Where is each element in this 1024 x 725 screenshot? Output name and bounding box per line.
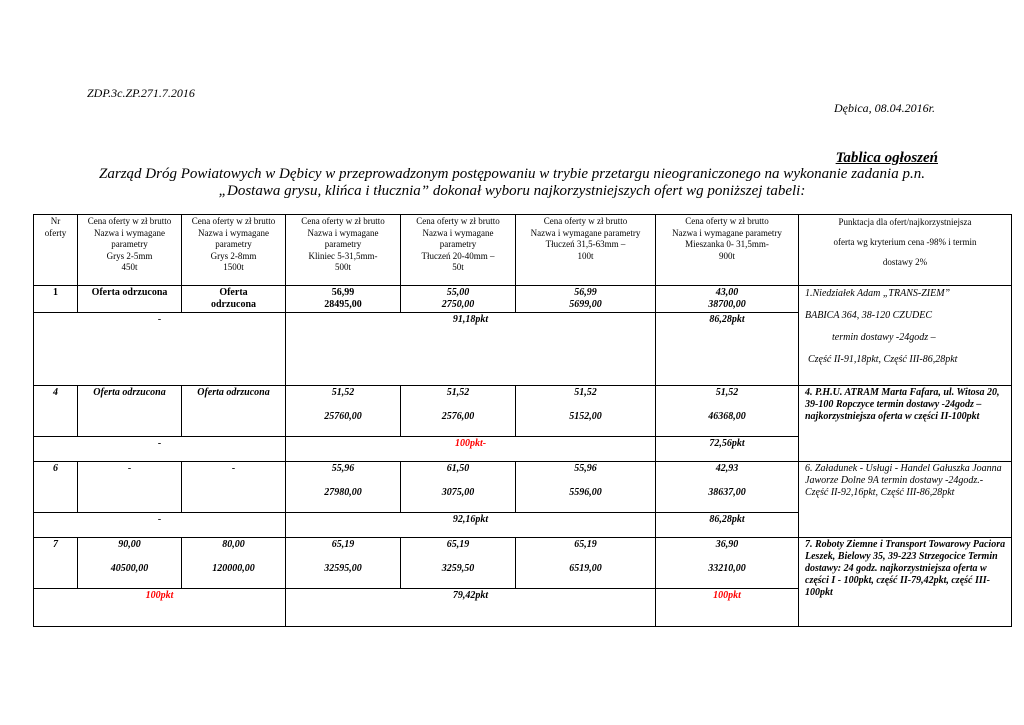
header-grys-2-8: Cena oferty w zł brutto Nazwa i wymagane parametry Grys 2-8mm 1500t <box>182 215 286 286</box>
offer-cell: 51,52 46368,00 <box>656 386 799 437</box>
bidder-info: 1.Niedziałek Adam „TRANS-ZIEM” BABICA 364, 38-120 CZUDEC termin dostawy -24godz – Część II-91,18pkt, Część III-86,28pkt <box>799 286 1012 386</box>
offer-cell: 36,90 33210,00 <box>656 538 799 589</box>
offer-cell: 61,50 3075,00 <box>401 462 516 513</box>
points-cell: 79,42pkt <box>286 589 656 627</box>
offer-cell: 65,19 32595,00 <box>286 538 401 589</box>
offer-cell: Oferta odrzucona <box>78 286 182 313</box>
offer-cell: 43,00 38700,00 <box>656 286 799 313</box>
offer-cell: 51,52 25760,00 <box>286 386 401 437</box>
header-tluczen-20-40: Cena oferty w zł brutto Nazwa i wymagane parametry Tłuczeń 20-40mm – 50t <box>401 215 516 286</box>
offer-number: 6 <box>34 462 78 513</box>
table-header-row <box>34 215 1012 286</box>
table-row <box>34 538 1012 589</box>
table-row <box>34 286 1012 313</box>
offer-cell: - <box>182 462 286 513</box>
offers-table <box>33 214 1012 627</box>
offer-number: 7 <box>34 538 78 589</box>
bidder-info: 6. Załadunek - Usługi - Handel Gałuszka Joanna Jaworze Dolne 9A termin dostawy -24godz.- Część II-92,16pkt, Część III-86,28pkt <box>799 462 1012 538</box>
offer-cell: 65,19 6519,00 <box>516 538 656 589</box>
offer-cell: 55,96 5596,00 <box>516 462 656 513</box>
board-title: Tablica ogłoszeń <box>835 150 938 166</box>
points-cell: 86,28pkt <box>656 313 799 386</box>
intro-line-1: Zarząd Dróg Powiatowych w Dębicy w przeprowadzonym postępowaniu w trybie przetargu nieograniczonego na wykonanie zadania p.n. <box>99 166 925 182</box>
bidder-info: 7. Roboty Ziemne i Transport Towarowy Paciora Leszek, Bielowy 35, 39-223 Strzegocice Termin dostawy: 24 godz. najkorzystniejsza oferta w części I - 100pkt, część II-79,42pkt, część III-100pkt <box>799 538 1012 627</box>
header-grys-2-5: Cena oferty w zł brutto Nazwa i wymagane parametry Grys 2-5mm 450t <box>78 215 182 286</box>
bidder-info: 4. P.H.U. ATRAM Marta Fafara, ul. Witosa 20, 39-100 Ropczyce termin dostawy -24godz – najkorzystniejsza oferta w części II-100pkt <box>799 386 1012 462</box>
offer-number: 1 <box>34 286 78 313</box>
offer-cell: - <box>78 462 182 513</box>
offer-cell: 51,52 5152,00 <box>516 386 656 437</box>
table-row <box>34 386 1012 437</box>
points-cell: - <box>34 313 286 386</box>
header-offer-number: Nr oferty <box>34 215 78 286</box>
offer-number: 4 <box>34 386 78 437</box>
points-cell: 86,28pkt <box>656 513 799 538</box>
offer-cell: 90,00 40500,00 <box>78 538 182 589</box>
points-cell: 92,16pkt <box>286 513 656 538</box>
offer-cell: 56,99 28495,00 <box>286 286 401 313</box>
points-cell: 100pkt <box>656 589 799 627</box>
points-cell: 91,18pkt <box>286 313 656 386</box>
table-row <box>34 462 1012 513</box>
offer-cell: 51,52 2576,00 <box>401 386 516 437</box>
offer-cell: 42,93 38637,00 <box>656 462 799 513</box>
points-cell: - <box>34 513 286 538</box>
offer-cell: Oferta odrzucona <box>182 286 286 313</box>
offer-cell: Oferta odrzucona <box>78 386 182 437</box>
offer-cell: 80,00 120000,00 <box>182 538 286 589</box>
intro-line-2: „Dostawa grysu, klińca i tłucznia” dokonał wyboru najkorzystniejszych ofert wg poniższej tabeli: <box>218 183 806 199</box>
offer-cell: Oferta odrzucona <box>182 386 286 437</box>
offer-cell: 55,96 27980,00 <box>286 462 401 513</box>
offer-cell: 65,19 3259,50 <box>401 538 516 589</box>
header-tluczen-31-63: Cena oferty w zł brutto Nazwa i wymagane parametry Tłuczeń 31,5-63mm – 100t <box>516 215 656 286</box>
points-cell: - <box>34 437 286 462</box>
points-cell: 100pkt- <box>286 437 656 462</box>
offer-cell: 55,00 2750,00 <box>401 286 516 313</box>
points-cell: 72,56pkt <box>656 437 799 462</box>
offer-cell: 56,99 5699,00 <box>516 286 656 313</box>
header-kliniec: Cena oferty w zł brutto Nazwa i wymagane parametry Kliniec 5-31,5mm- 500t <box>286 215 401 286</box>
document-reference: ZDP.3c.ZP.271.7.2016 <box>87 86 195 100</box>
place-and-date: Dębica, 08.04.2016r. <box>834 101 935 115</box>
header-mieszanka: Cena oferty w zł brutto Nazwa i wymagane parametry Mieszanka 0- 31,5mm- 900t <box>656 215 799 286</box>
header-points: Punktacja dla ofert/najkorzystniejsza oferta wg kryterium cena -98% i termin dostawy 2% <box>799 215 1012 286</box>
points-cell: 100pkt <box>34 589 286 627</box>
